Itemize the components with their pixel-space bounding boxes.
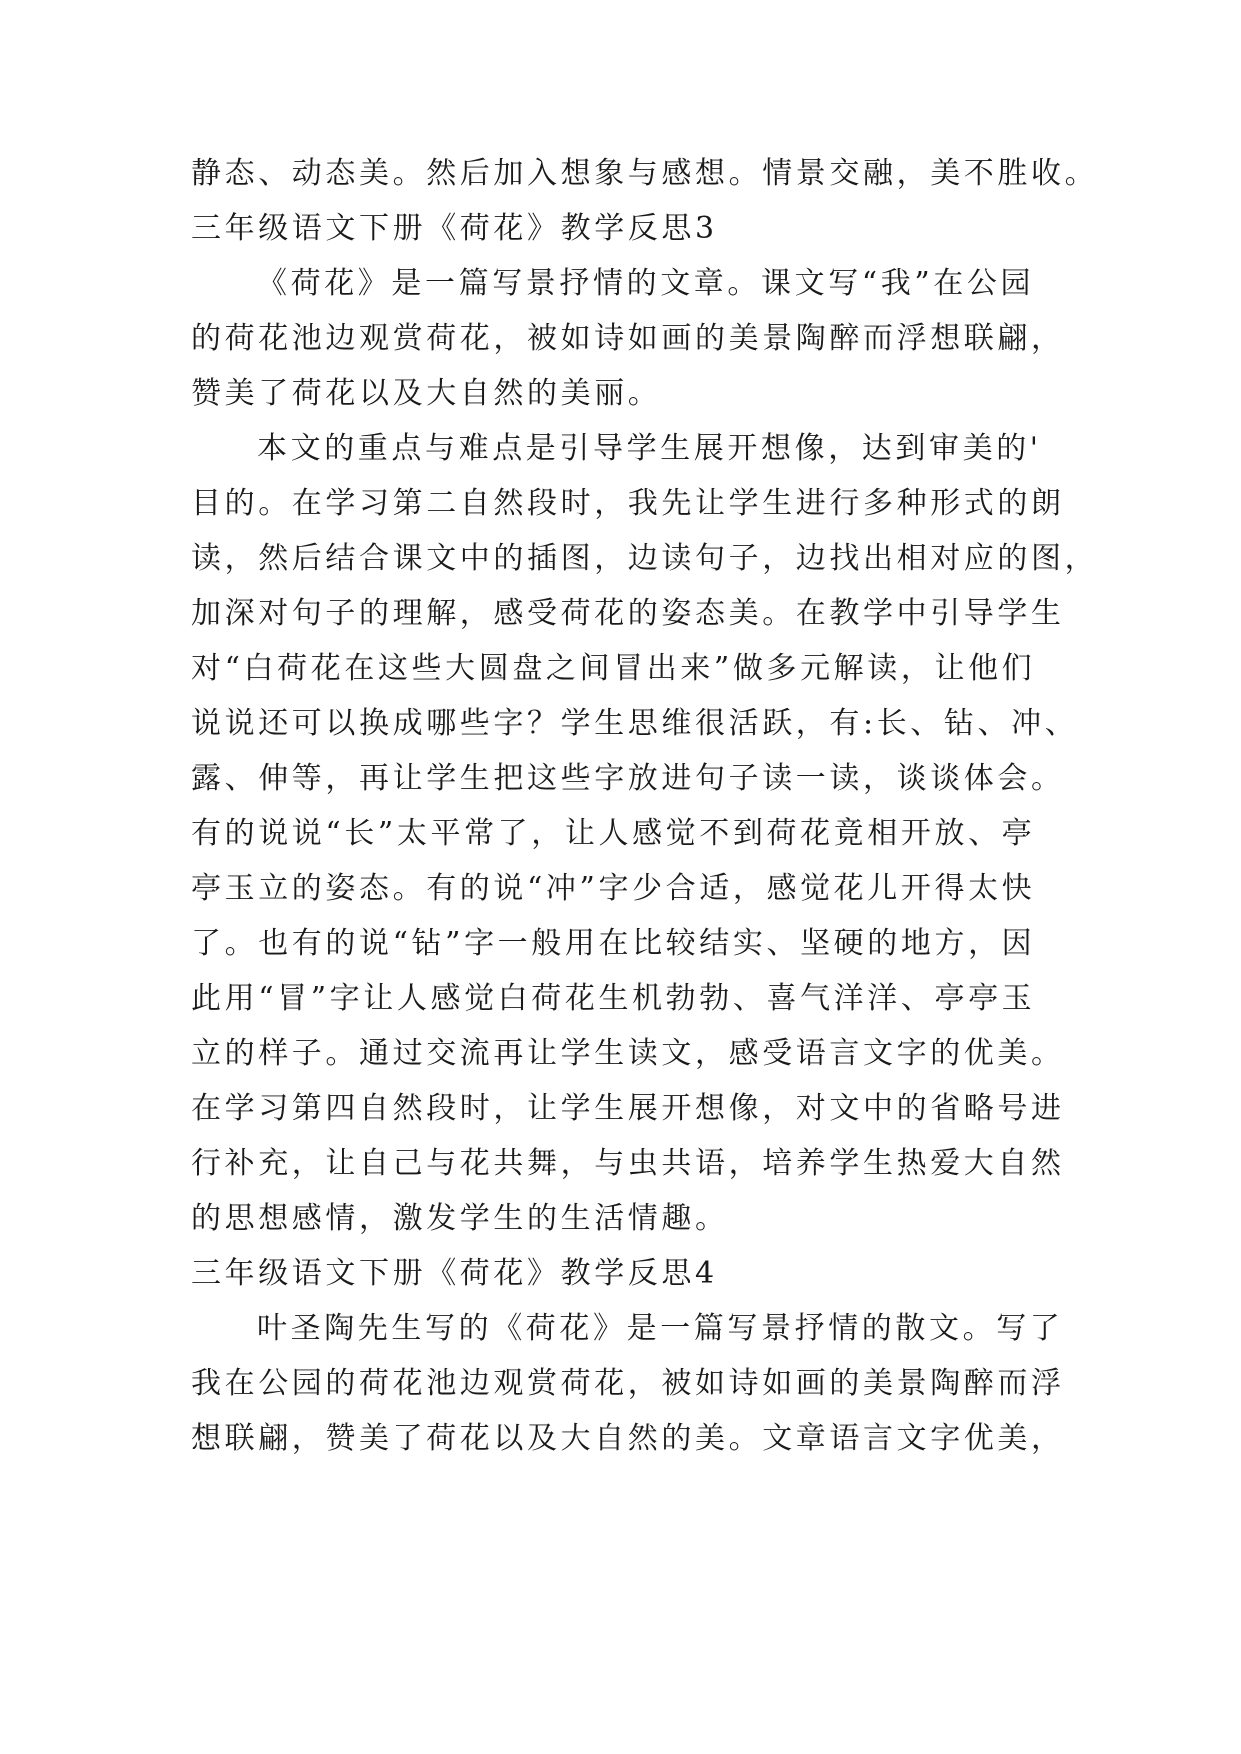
section-heading: 三年级语文下册《荷花》教学反思4 — [191, 1256, 718, 1291]
text-line: 静态、动态美。然后加入想象与感想。情景交融，美不胜收。 — [191, 156, 1099, 191]
paragraph-first-line: 叶圣陶先生写的《荷花》是一篇写景抒情的散文。写了 — [257, 1311, 1064, 1346]
text-line: 行补充，让自己与花共舞，与虫共语，培养学生热爱大自然 — [191, 1146, 1065, 1181]
paragraph-first-line: 本文的重点与难点是引导学生展开想像，达到审美的' — [257, 431, 1042, 466]
section-heading: 三年级语文下册《荷花》教学反思3 — [191, 211, 718, 246]
text-line: 的思想感情，激发学生的生活情趣。 — [191, 1201, 729, 1236]
text-line: 对“白荷花在这些大圆盘之间冒出来”做多元解读，让他们 — [191, 651, 1036, 686]
paragraph-first-line: 《荷花》是一篇写景抒情的文章。课文写“我”在公园 — [257, 266, 1035, 301]
text-line: 赞美了荷花以及大自然的美丽。 — [191, 376, 662, 411]
text-line: 我在公园的荷花池边观赏荷花，被如诗如画的美景陶醉而浮 — [191, 1366, 1065, 1401]
text-line: 目的。在学习第二自然段时，我先让学生进行多种形式的朗 — [191, 486, 1065, 521]
text-line: 的荷花池边观赏荷花，被如诗如画的美景陶醉而浮想联翩， — [191, 321, 1065, 356]
text-line: 露、伸等，再让学生把这些字放进句子读一读，谈谈体会。 — [191, 761, 1065, 796]
text-line: 亭玉立的姿态。有的说“冲”字少合适，感觉花儿开得太快 — [191, 871, 1036, 906]
text-line: 说说还可以换成哪些字？学生思维很活跃，有:长、钻、冲、 — [191, 706, 1079, 741]
text-line: 在学习第四自然段时，让学生展开想像，对文中的省略号进 — [191, 1091, 1065, 1126]
text-line: 想联翩，赞美了荷花以及大自然的美。文章语言文字优美， — [191, 1421, 1065, 1456]
text-line: 加深对句子的理解，感受荷花的姿态美。在教学中引导学生 — [191, 596, 1065, 631]
text-line: 此用“冒”字让人感觉白荷花生机勃勃、喜气洋洋、亭亭玉 — [191, 981, 1036, 1016]
text-line: 有的说说“长”太平常了，让人感觉不到荷花竟相开放、亭 — [191, 816, 1036, 851]
text-line: 读，然后结合课文中的插图，边读句子，边找出相对应的图， — [191, 541, 1099, 576]
text-line: 立的样子。通过交流再让学生读文，感受语言文字的优美。 — [191, 1036, 1065, 1071]
text-line: 了。也有的说“钻”字一般用在比较结实、坚硬的地方，因 — [191, 926, 1036, 961]
